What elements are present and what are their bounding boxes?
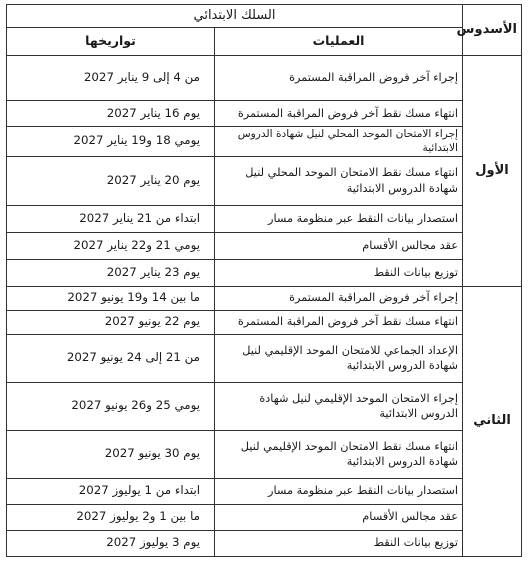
operation-cell: انتهاء مسك نقط آخر فروض المراقبة المستمرة [215, 101, 463, 127]
operation-cell: انتهاء مسك نقط الامتحان الموحد المحلي لنيل شهادة الدروس الابتدائية [215, 156, 463, 205]
level-header: السلك الابتدائي [7, 5, 463, 28]
date-cell: يومي 18 و19 يناير 2027 [7, 127, 215, 157]
table-row [7, 101, 522, 127]
operation-cell: إجراء الامتحان الموحد الإقليمي لنيل شهادة الدروس الابتدائية [215, 382, 463, 430]
operation-cell: توزيع بيانات النقط [215, 530, 463, 556]
date-cell: يومي 25 و26 يونيو 2027 [7, 382, 215, 430]
table-row [7, 127, 522, 157]
table-row [7, 310, 522, 334]
semester-2-label: الثاني [463, 286, 522, 556]
date-cell: ما بين 14 و19 يونيو 2027 [7, 286, 215, 310]
date-cell: ابتداء من 21 يناير 2027 [7, 205, 215, 232]
semester-1-label: الأول [463, 56, 522, 287]
operation-cell: استصدار بيانات النقط عبر منظومة مسار [215, 478, 463, 504]
operation-cell: إجراء آخر فروض المراقبة المستمرة [215, 56, 463, 101]
header-row-columns [7, 28, 522, 56]
date-cell: ابتداء من 1 يوليوز 2027 [7, 478, 215, 504]
date-cell: يومي 21 و22 يناير 2027 [7, 232, 215, 259]
schedule-page [6, 4, 522, 584]
operation-cell: عقد مجالس الأقسام [215, 504, 463, 530]
header-row-top [7, 5, 522, 28]
table-row [7, 56, 522, 101]
operation-cell: انتهاء مسك نقط الامتحان الموحد الإقليمي لنيل شهادة الدروس الابتدائية [215, 430, 463, 478]
date-cell: يوم 3 يوليوز 2027 [7, 530, 215, 556]
operation-cell: توزيع بيانات النقط [215, 259, 463, 286]
semester-header: الأسدوس [463, 5, 522, 56]
date-cell: ما بين 1 و2 يوليوز 2027 [7, 504, 215, 530]
table-row [7, 286, 522, 310]
operation-cell: إجراء آخر فروض المراقبة المستمرة [215, 286, 463, 310]
operations-header: العمليات [215, 28, 463, 56]
date-cell: من 21 إلى 24 يونيو 2027 [7, 334, 215, 382]
operation-cell: الإعداد الجماعي للامتحان الموحد الإقليمي لنيل شهادة الدروس الابتدائية [215, 334, 463, 382]
table-row [7, 156, 522, 205]
date-cell: يوم 23 يناير 2027 [7, 259, 215, 286]
table-row [7, 430, 522, 478]
operation-cell: إجراء الامتحان الموحد المحلي لنيل شهادة الدروس الابتدائية [215, 127, 463, 157]
date-cell: يوم 16 يناير 2027 [7, 101, 215, 127]
dates-header: تواريخها [7, 28, 215, 56]
operation-cell: عقد مجالس الأقسام [215, 232, 463, 259]
date-cell: من 4 إلى 9 يناير 2027 [7, 56, 215, 101]
schedule-table [6, 4, 522, 557]
table-row [7, 382, 522, 430]
operation-cell: انتهاء مسك نقط آخر فروض المراقبة المستمرة [215, 310, 463, 334]
table-row [7, 334, 522, 382]
table-row [7, 205, 522, 232]
date-cell: يوم 30 يونيو 2027 [7, 430, 215, 478]
table-row [7, 504, 522, 530]
table-row [7, 530, 522, 556]
date-cell: يوم 20 يناير 2027 [7, 156, 215, 205]
table-row [7, 259, 522, 286]
table-row [7, 478, 522, 504]
operation-cell: استصدار بيانات النقط عبر منظومة مسار [215, 205, 463, 232]
date-cell: يوم 22 يونيو 2027 [7, 310, 215, 334]
table-row [7, 232, 522, 259]
